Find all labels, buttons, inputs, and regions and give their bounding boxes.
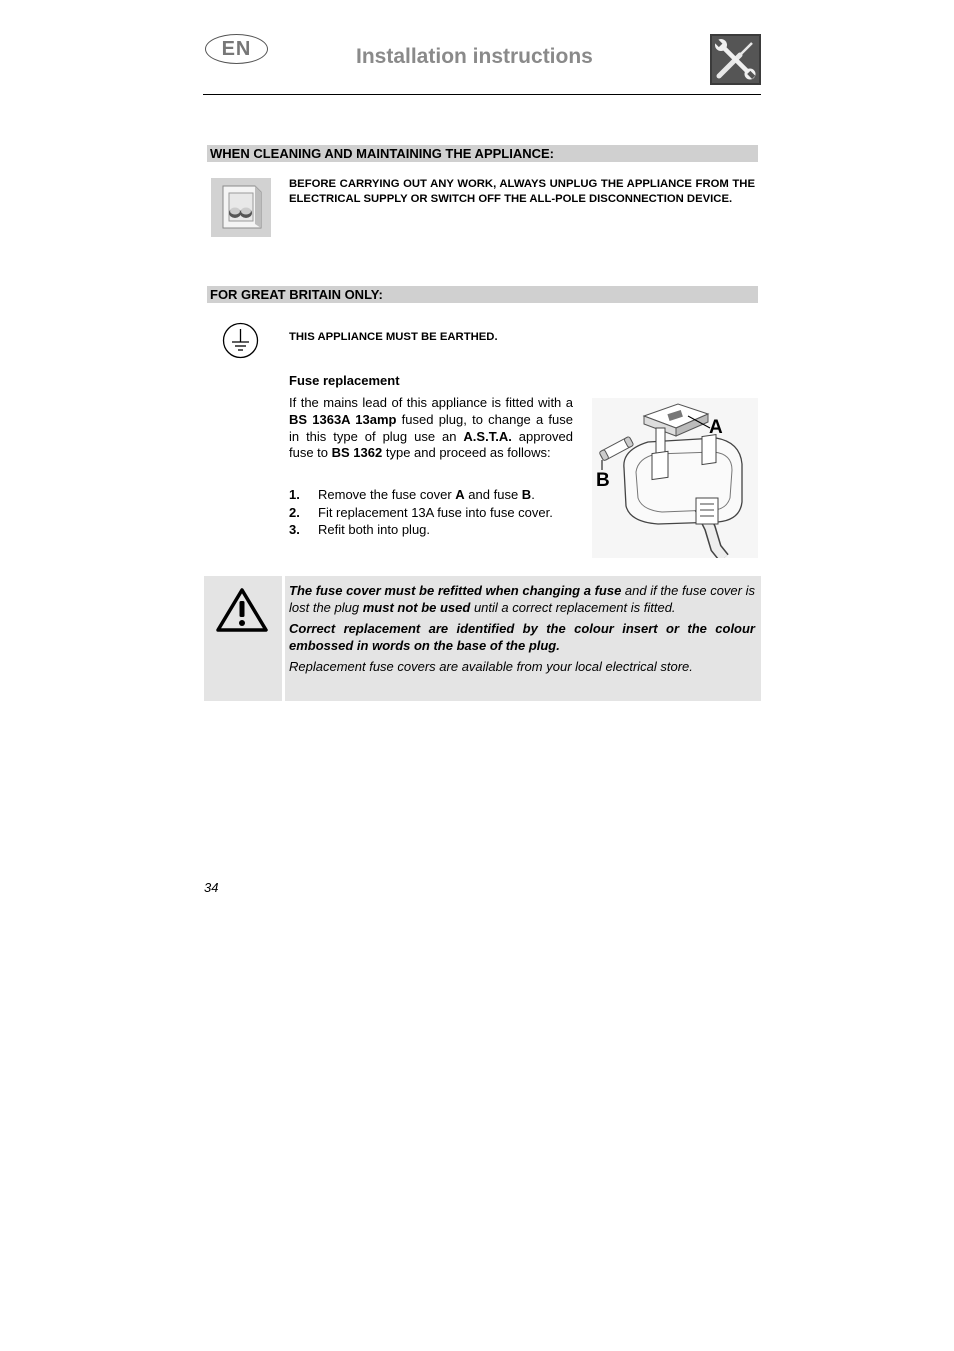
figure-label-b: B (596, 470, 610, 491)
warning-line-1: The fuse cover must be refitted when changing a fuse and if the fuse cover is lost the plug must not be used until a correct replacement is fitted. (289, 583, 755, 615)
list-item (289, 522, 573, 539)
unplug-warning: BEFORE CARRYING OUT ANY WORK, ALWAYS UNPLUG THE APPLIANCE FROM THE ELECTRICAL SUPPLY OR SWITCH OFF THE ALL-POLE DISCONNECTION DEVICE. (289, 178, 755, 205)
figure-label-a: A (709, 417, 723, 438)
step-number: 2. (289, 504, 300, 520)
fuse-instructions-paragraph: If the mains lead of this appliance is fitted with a BS 1363A 13amp fused plug, to change a fuse in this type of plug use an A.S.T.A. approved fuse to BS 1362 type and proceed as follows: (289, 395, 573, 461)
language-code: EN (221, 37, 252, 60)
page-title: Installation instructions (356, 45, 593, 68)
warning-line-3: Replacement fuse covers are available from your local electrical store. (289, 659, 693, 674)
page-number: 34 (204, 880, 219, 895)
wall-switch-icon (211, 178, 271, 237)
earthed-notice: THIS APPLIANCE MUST BE EARTHED. (289, 331, 498, 343)
fuse-steps-list (289, 487, 573, 540)
header-divider (203, 94, 761, 95)
tools-icon (710, 34, 761, 85)
step-text: Remove the fuse cover A and fuse B. (318, 487, 535, 502)
plug-fuse-diagram (592, 398, 758, 558)
section-heading-great-britain: FOR GREAT BRITAIN ONLY: (207, 286, 758, 303)
warning-line-2: Correct replacement are identified by the colour insert or the colour embossed in words on the base of the plug. (289, 621, 755, 653)
fuse-cover-warning (289, 583, 755, 681)
step-text: Fit replacement 13A fuse into fuse cover. (318, 504, 553, 520)
list-item (289, 505, 573, 522)
step-number: 1. (289, 487, 300, 502)
step-text: Refit both into plug. (318, 522, 431, 537)
fuse-replacement-heading: Fuse replacement (289, 373, 400, 388)
earth-ground-icon (222, 322, 259, 359)
warning-triangle-icon (216, 587, 268, 633)
list-item (289, 487, 573, 504)
language-badge (205, 34, 268, 64)
step-number: 3. (289, 522, 300, 537)
section-heading-cleaning: WHEN CLEANING AND MAINTAINING THE APPLIANCE: (207, 145, 758, 162)
